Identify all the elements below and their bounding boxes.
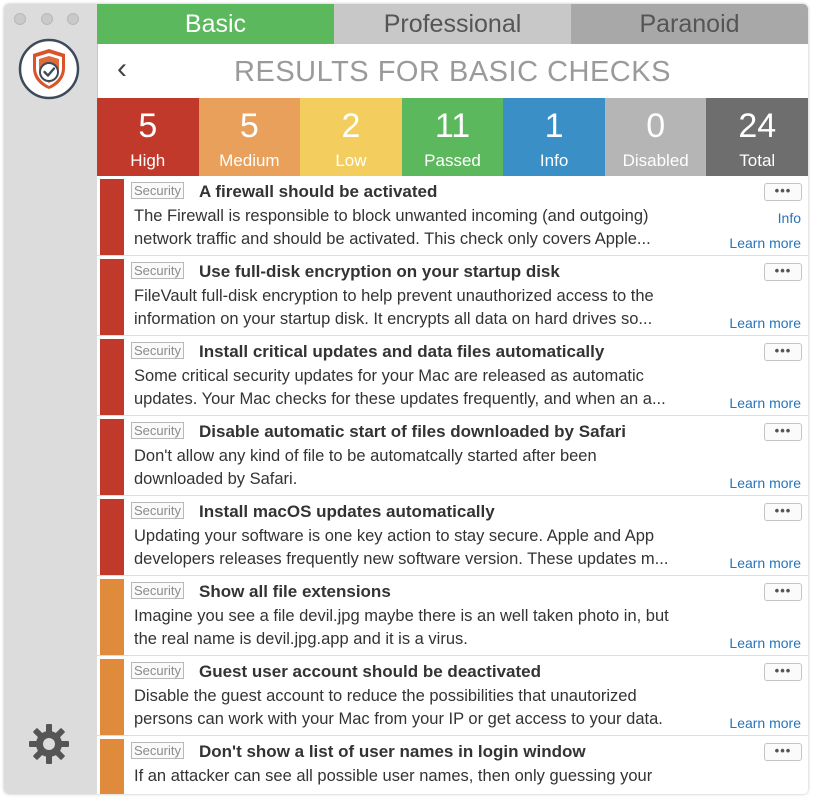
check-row[interactable] — [97, 496, 808, 576]
category-tag: Security — [131, 662, 184, 679]
check-row[interactable] — [97, 576, 808, 656]
more-options-button[interactable]: ••• — [764, 663, 802, 681]
check-title: Install macOS updates automatically — [199, 502, 495, 521]
category-tag: Security — [131, 342, 184, 359]
more-options-button[interactable]: ••• — [764, 263, 802, 281]
severity-bar-high — [100, 179, 124, 255]
check-title: Disable automatic start of files downloaded by Safari — [199, 422, 626, 441]
check-description — [134, 365, 714, 410]
results-header — [97, 44, 808, 98]
check-description — [134, 285, 714, 330]
learn-more-link[interactable]: Learn more — [729, 555, 801, 571]
description-line: downloaded by Safari. — [134, 469, 298, 488]
check-row[interactable] — [97, 256, 808, 336]
more-options-button[interactable]: ••• — [764, 743, 802, 761]
description-line: updates. Your Mac checks for these updates frequently, and when an a... — [134, 389, 666, 408]
check-row[interactable] — [97, 336, 808, 416]
severity-bar-high — [100, 499, 124, 575]
more-options-button[interactable]: ••• — [764, 423, 802, 441]
info-link[interactable]: Info — [777, 210, 801, 226]
learn-more-link[interactable]: Learn more — [729, 395, 801, 411]
chevron-left-icon[interactable]: ‹ — [117, 52, 127, 85]
stat-label: Passed — [424, 151, 481, 170]
window-zoom-button[interactable] — [67, 13, 79, 25]
stat-label: Total — [739, 151, 776, 170]
tab-paranoid[interactable]: Paranoid — [571, 4, 808, 44]
stat-count: 2 — [341, 107, 361, 145]
description-line: Updating your software is one key action to stay secure. Apple and App — [134, 527, 655, 545]
severity-bar-medium — [100, 659, 124, 735]
stat-high[interactable] — [97, 98, 199, 176]
check-description — [134, 525, 714, 570]
category-tag: Security — [131, 262, 184, 279]
check-title: Don't show a list of user names in login window — [199, 742, 586, 761]
check-results-list[interactable] — [97, 176, 808, 794]
learn-more-link[interactable]: Learn more — [729, 235, 801, 251]
description-line: information on your startup disk. It encrypts all data on hard drives so... — [134, 309, 653, 328]
category-tag: Security — [131, 502, 184, 519]
severity-bar-medium — [100, 579, 124, 655]
window-close-button[interactable] — [14, 13, 26, 25]
severity-bar-medium — [100, 739, 124, 794]
description-line: persons can work with your Mac from your IP or get access to your data. — [134, 709, 663, 728]
description-line: Disable the guest account to reduce the possibilities that unautorized — [134, 687, 637, 705]
description-line: The Firewall is responsible to block unwanted incoming (and outgoing) — [134, 207, 649, 225]
stat-label: Info — [539, 151, 569, 170]
gear-icon[interactable] — [27, 722, 71, 766]
description-line: Don't allow any kind of file to be automatcally started after been — [134, 447, 597, 465]
stat-label: Disabled — [622, 151, 689, 170]
stat-info[interactable] — [503, 98, 605, 176]
category-tag: Security — [131, 582, 184, 599]
window-minimize-button[interactable] — [41, 13, 53, 25]
description-line: developers releases frequently new software version. These updates m... — [134, 549, 669, 568]
stat-low[interactable] — [300, 98, 402, 176]
tab-professional[interactable]: Professional — [334, 4, 571, 44]
more-options-button[interactable]: ••• — [764, 503, 802, 521]
stat-label: Low — [335, 151, 367, 170]
category-tag: Security — [131, 182, 184, 199]
sidebar — [4, 4, 98, 794]
category-tag: Security — [131, 742, 184, 759]
results-summary — [97, 98, 808, 176]
stat-label: Medium — [219, 151, 280, 170]
check-description — [134, 765, 714, 794]
description-line: FileVault full-disk encryption to help prevent unauthorized access to the — [134, 287, 654, 305]
shield-check-logo-icon[interactable] — [18, 38, 80, 100]
stat-count: 24 — [738, 107, 777, 145]
severity-bar-high — [100, 339, 124, 415]
check-description — [134, 605, 714, 650]
check-title: Use full-disk encryption on your startup disk — [199, 262, 560, 281]
learn-more-link[interactable]: Learn more — [729, 315, 801, 331]
tab-basic[interactable]: Basic — [97, 4, 334, 44]
stat-passed[interactable] — [402, 98, 504, 176]
check-description — [134, 445, 714, 490]
stat-total[interactable] — [706, 98, 808, 176]
description-line: network traffic and should be activated. This check only covers Apple... — [134, 229, 651, 248]
stat-medium[interactable] — [199, 98, 301, 176]
learn-more-link[interactable]: Learn more — [729, 715, 801, 731]
page-title: RESULTS FOR BASIC CHECKS — [234, 56, 671, 88]
check-row[interactable] — [97, 736, 808, 794]
description-line: Some critical security updates for your Mac are released as automatic — [134, 367, 644, 385]
stat-count: 5 — [239, 107, 259, 145]
check-description — [134, 205, 714, 250]
description-line: Imagine you see a file devil.jpg maybe there is an well taken photo in, but — [134, 607, 669, 625]
description-line: If an attacker can see all possible user names, then only guessing your — [134, 767, 653, 785]
severity-bar-high — [100, 259, 124, 335]
more-options-button[interactable]: ••• — [764, 583, 802, 601]
stat-count: 1 — [544, 107, 564, 145]
category-tag: Security — [131, 422, 184, 439]
check-title: Show all file extensions — [199, 582, 391, 601]
description-line: the real name is devil.jpg.app and it is a virus. — [134, 629, 468, 648]
more-options-button[interactable]: ••• — [764, 183, 802, 201]
stat-label: High — [130, 151, 166, 170]
stat-disabled[interactable] — [605, 98, 707, 176]
learn-more-link[interactable]: Learn more — [729, 475, 801, 491]
more-options-button[interactable]: ••• — [764, 343, 802, 361]
check-title: Install critical updates and data files automatically — [199, 342, 605, 361]
check-description — [134, 685, 714, 730]
check-row[interactable] — [97, 416, 808, 496]
check-title: A firewall should be activated — [199, 182, 438, 201]
stat-count: 0 — [646, 107, 666, 145]
learn-more-link[interactable]: Learn more — [729, 635, 801, 651]
check-row[interactable] — [97, 176, 808, 256]
stat-count: 5 — [138, 107, 158, 145]
check-row[interactable] — [97, 656, 808, 736]
check-level-tabs — [97, 4, 808, 44]
stat-count: 11 — [434, 107, 471, 145]
app-window — [4, 4, 808, 794]
check-title: Guest user account should be deactivated — [199, 662, 541, 681]
severity-bar-high — [100, 419, 124, 495]
